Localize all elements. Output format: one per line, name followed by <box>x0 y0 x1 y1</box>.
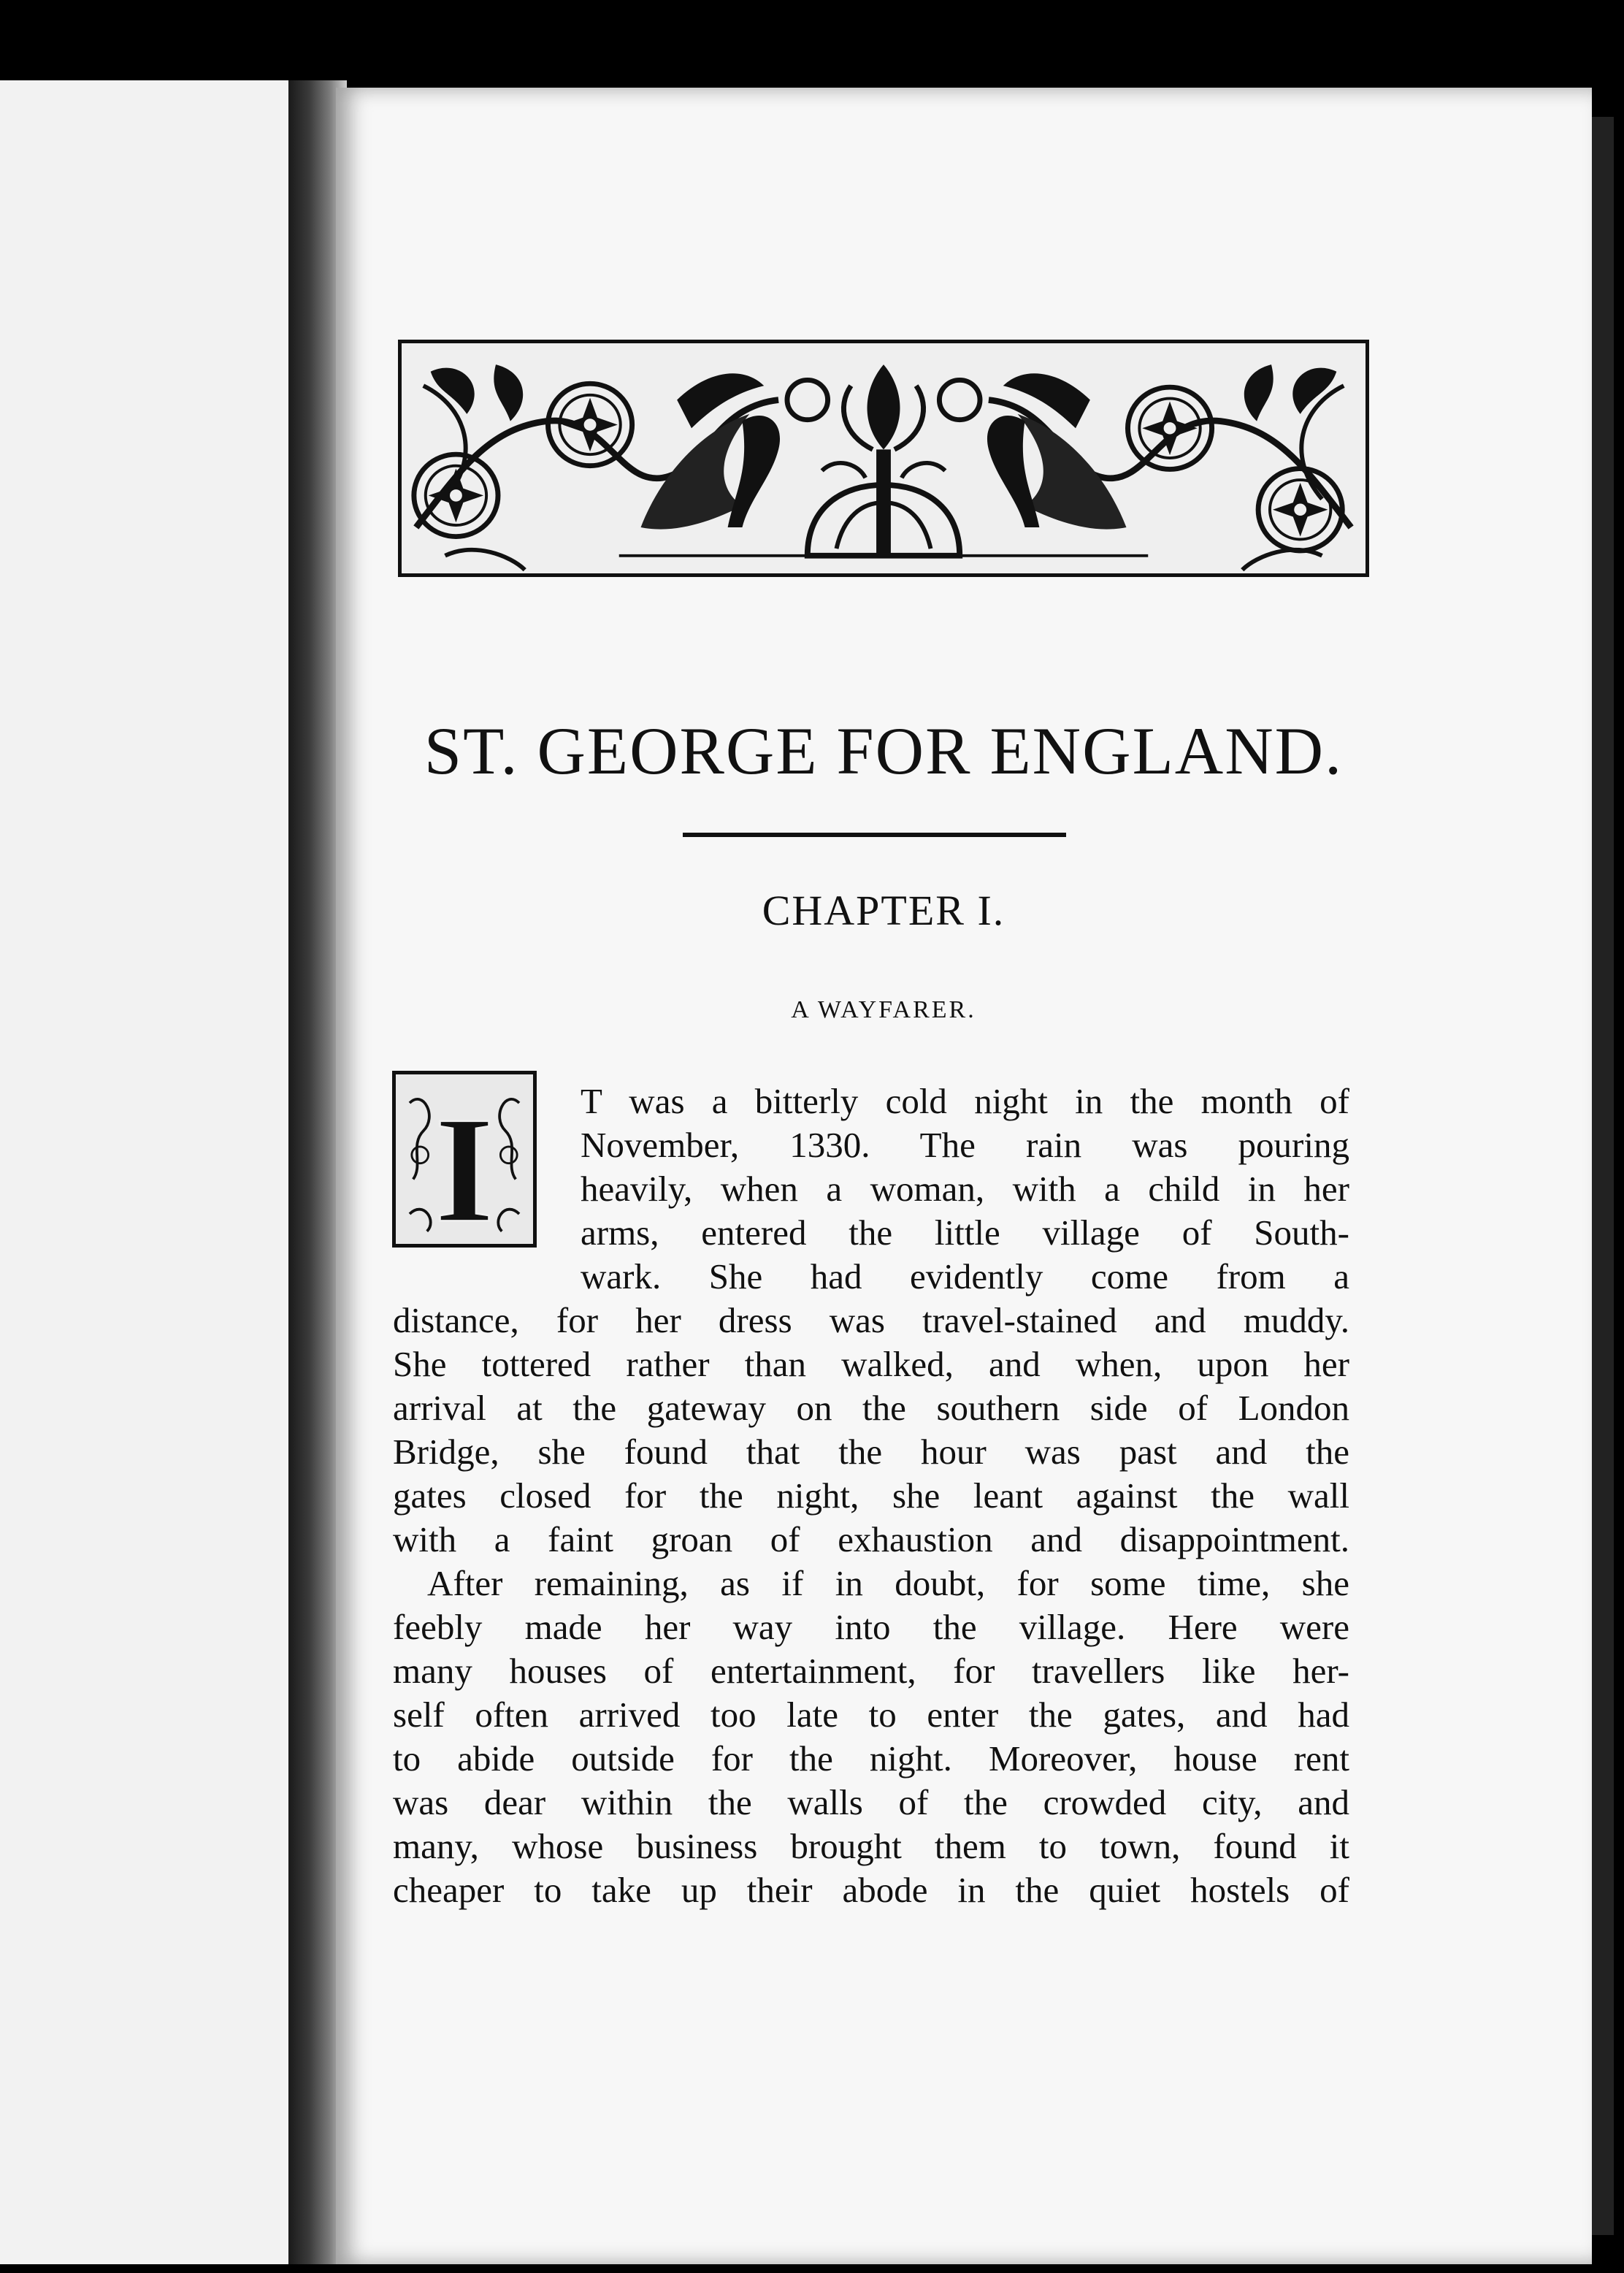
title-rule <box>683 833 1066 837</box>
text-line: heavily, when a woman, with a child in her <box>581 1169 1349 1209</box>
text-line: After remaining, as if in doubt, for some time, she <box>427 1563 1349 1603</box>
text-line: was dear within the walls of the crowded city, and <box>393 1782 1349 1822</box>
page-edge <box>1592 117 1614 2235</box>
ornamental-headpiece <box>398 340 1369 577</box>
text-line: Bridge, she found that the hour was past and the <box>393 1432 1349 1472</box>
text-line: with a faint groan of exhaustion and disappointment. <box>393 1519 1349 1559</box>
text-line: gates closed for the night, she leant against the wall <box>393 1475 1349 1516</box>
text-line: arms, entered the little village of South- <box>581 1212 1349 1253</box>
text-line: many houses of entertainment, for travellers like her- <box>393 1651 1349 1691</box>
text-line: distance, for her dress was travel-stained and muddy. <box>393 1300 1349 1340</box>
text-line: T was a bitterly cold night in the month of <box>581 1081 1349 1121</box>
text-line: many, whose business brought them to town, found it <box>393 1826 1349 1866</box>
text-line: cheaper to take up their abode in the quiet hostels of <box>393 1870 1349 1910</box>
chapter-heading: CHAPTER I. <box>762 887 1006 934</box>
left-blank-page <box>0 80 292 2264</box>
text-line: arrival at the gateway on the southern side of London <box>393 1388 1349 1428</box>
text-line: to abide outside for the night. Moreover, house rent <box>393 1738 1349 1779</box>
text-line: feebly made her way into the village. Here were <box>393 1607 1349 1647</box>
chapter-subtitle: A WAYFARER. <box>791 996 976 1023</box>
text-line: She tottered rather than walked, and when, upon her <box>393 1344 1349 1384</box>
text-line: wark. She had evidently come from a <box>581 1256 1349 1296</box>
text-line: self often arrived too late to enter the gates, and had <box>393 1695 1349 1735</box>
book-title: ST. GEORGE FOR ENGLAND. <box>424 714 1344 788</box>
drop-cap <box>392 1071 537 1248</box>
text-line: November, 1330. The rain was pouring <box>581 1125 1349 1165</box>
drop-cap-letter: I <box>434 1085 494 1244</box>
